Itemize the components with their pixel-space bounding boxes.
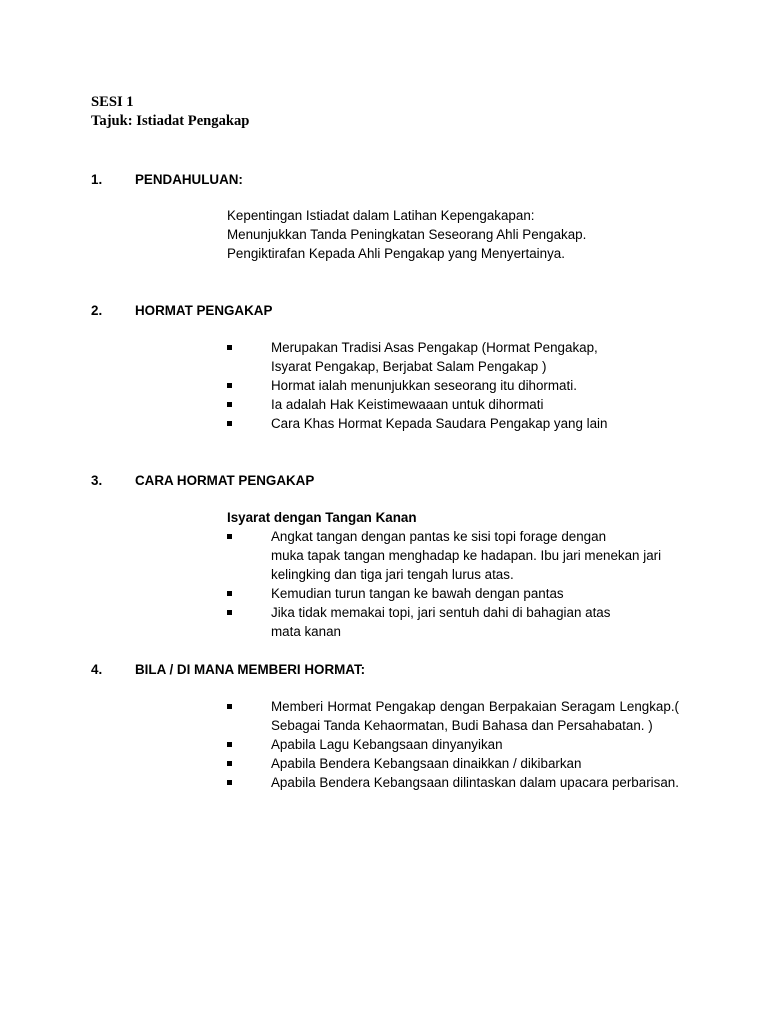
session-title: SESI 1 bbox=[91, 94, 134, 110]
list-item bbox=[227, 603, 679, 641]
list-item-line: mata kanan bbox=[271, 624, 341, 639]
square-bullet-icon bbox=[227, 742, 232, 747]
square-bullet-icon bbox=[227, 610, 232, 615]
list-item-line: Jika tidak memakai topi, jari sentuh dahi di bahagian atas bbox=[271, 605, 611, 620]
list-item bbox=[227, 414, 679, 433]
list-item-line: Hormat ialah menunjukkan seseorang itu dihormati. bbox=[271, 378, 577, 393]
section-4-number: 4. bbox=[91, 662, 103, 677]
list-item-line: kelingking dan tiga jari tengah lurus atas. bbox=[271, 567, 514, 582]
list-item-text: Memberi Hormat Pengakap dengan Berpakaian Seragam Lengkap.( Sebagai Tanda Kehaormatan, Budi Bahasa dan Persahabatan. ) bbox=[271, 699, 679, 733]
paragraph-line: Pengiktirafan Kepada Ahli Pengakap yang Menyertainya. bbox=[227, 246, 565, 261]
paragraph-line: Menunjukkan Tanda Peningkatan Seseorang Ahli Pengakap. bbox=[227, 227, 587, 242]
section-2-title: HORMAT PENGAKAP bbox=[135, 303, 273, 318]
section-2-bullet-list bbox=[227, 338, 679, 433]
square-bullet-icon bbox=[227, 591, 232, 596]
section-3-title: CARA HORMAT PENGAKAP bbox=[135, 473, 315, 488]
section-3-bullet-list bbox=[227, 527, 679, 641]
list-item bbox=[227, 735, 679, 754]
list-item bbox=[227, 376, 679, 395]
square-bullet-icon bbox=[227, 421, 232, 426]
list-item-line: muka tapak tangan menghadap ke hadapan. Ibu jari menekan jari bbox=[271, 548, 662, 563]
list-item-line: Isyarat Pengakap, Berjabat Salam Pengakap ) bbox=[271, 359, 547, 374]
square-bullet-icon bbox=[227, 780, 232, 785]
square-bullet-icon bbox=[227, 761, 232, 766]
square-bullet-icon bbox=[227, 534, 232, 539]
square-bullet-icon bbox=[227, 345, 232, 350]
list-item-line: Angkat tangan dengan pantas ke sisi topi forage dengan bbox=[271, 529, 607, 544]
paragraph-line: Kepentingan Istiadat dalam Latihan Kepengakapan: bbox=[227, 208, 535, 223]
list-item bbox=[227, 395, 679, 414]
document-header bbox=[91, 93, 249, 131]
list-item-line: Cara Khas Hormat Kepada Saudara Pengakap yang lain bbox=[271, 416, 608, 431]
topic-title: Tajuk: Istiadat Pengakap bbox=[91, 113, 250, 129]
list-item-text: Apabila Bendera Kebangsaan dilintaskan dalam upacara perbarisan. bbox=[271, 775, 679, 790]
section-1-number: 1. bbox=[91, 172, 103, 187]
list-item-line: Ia adalah Hak Keistimewaaan untuk dihormati bbox=[271, 397, 544, 412]
section-3-subheading: Isyarat dengan Tangan Kanan bbox=[227, 510, 417, 525]
list-item-line: Kemudian turun tangan ke bawah dengan pantas bbox=[271, 586, 564, 601]
list-item bbox=[227, 697, 679, 735]
list-item-text: Apabila Bendera Kebangsaan dinaikkan / dikibarkan bbox=[271, 756, 582, 771]
section-4-bullet-list bbox=[227, 697, 679, 792]
section-1-paragraph bbox=[227, 206, 586, 263]
list-item-line: Merupakan Tradisi Asas Pengakap (Hormat Pengakap, bbox=[271, 340, 598, 355]
list-item bbox=[227, 527, 679, 584]
list-item bbox=[227, 773, 679, 792]
section-3-number: 3. bbox=[91, 473, 103, 488]
list-item bbox=[227, 338, 679, 376]
square-bullet-icon bbox=[227, 383, 232, 388]
list-item bbox=[227, 584, 679, 603]
section-2-number: 2. bbox=[91, 303, 103, 318]
list-item bbox=[227, 754, 679, 773]
list-item-text: Apabila Lagu Kebangsaan dinyanyikan bbox=[271, 737, 503, 752]
section-1-title: PENDAHULUAN: bbox=[135, 172, 243, 187]
square-bullet-icon bbox=[227, 402, 232, 407]
section-4-title: BILA / DI MANA MEMBERI HORMAT: bbox=[135, 662, 366, 677]
square-bullet-icon bbox=[227, 704, 232, 709]
